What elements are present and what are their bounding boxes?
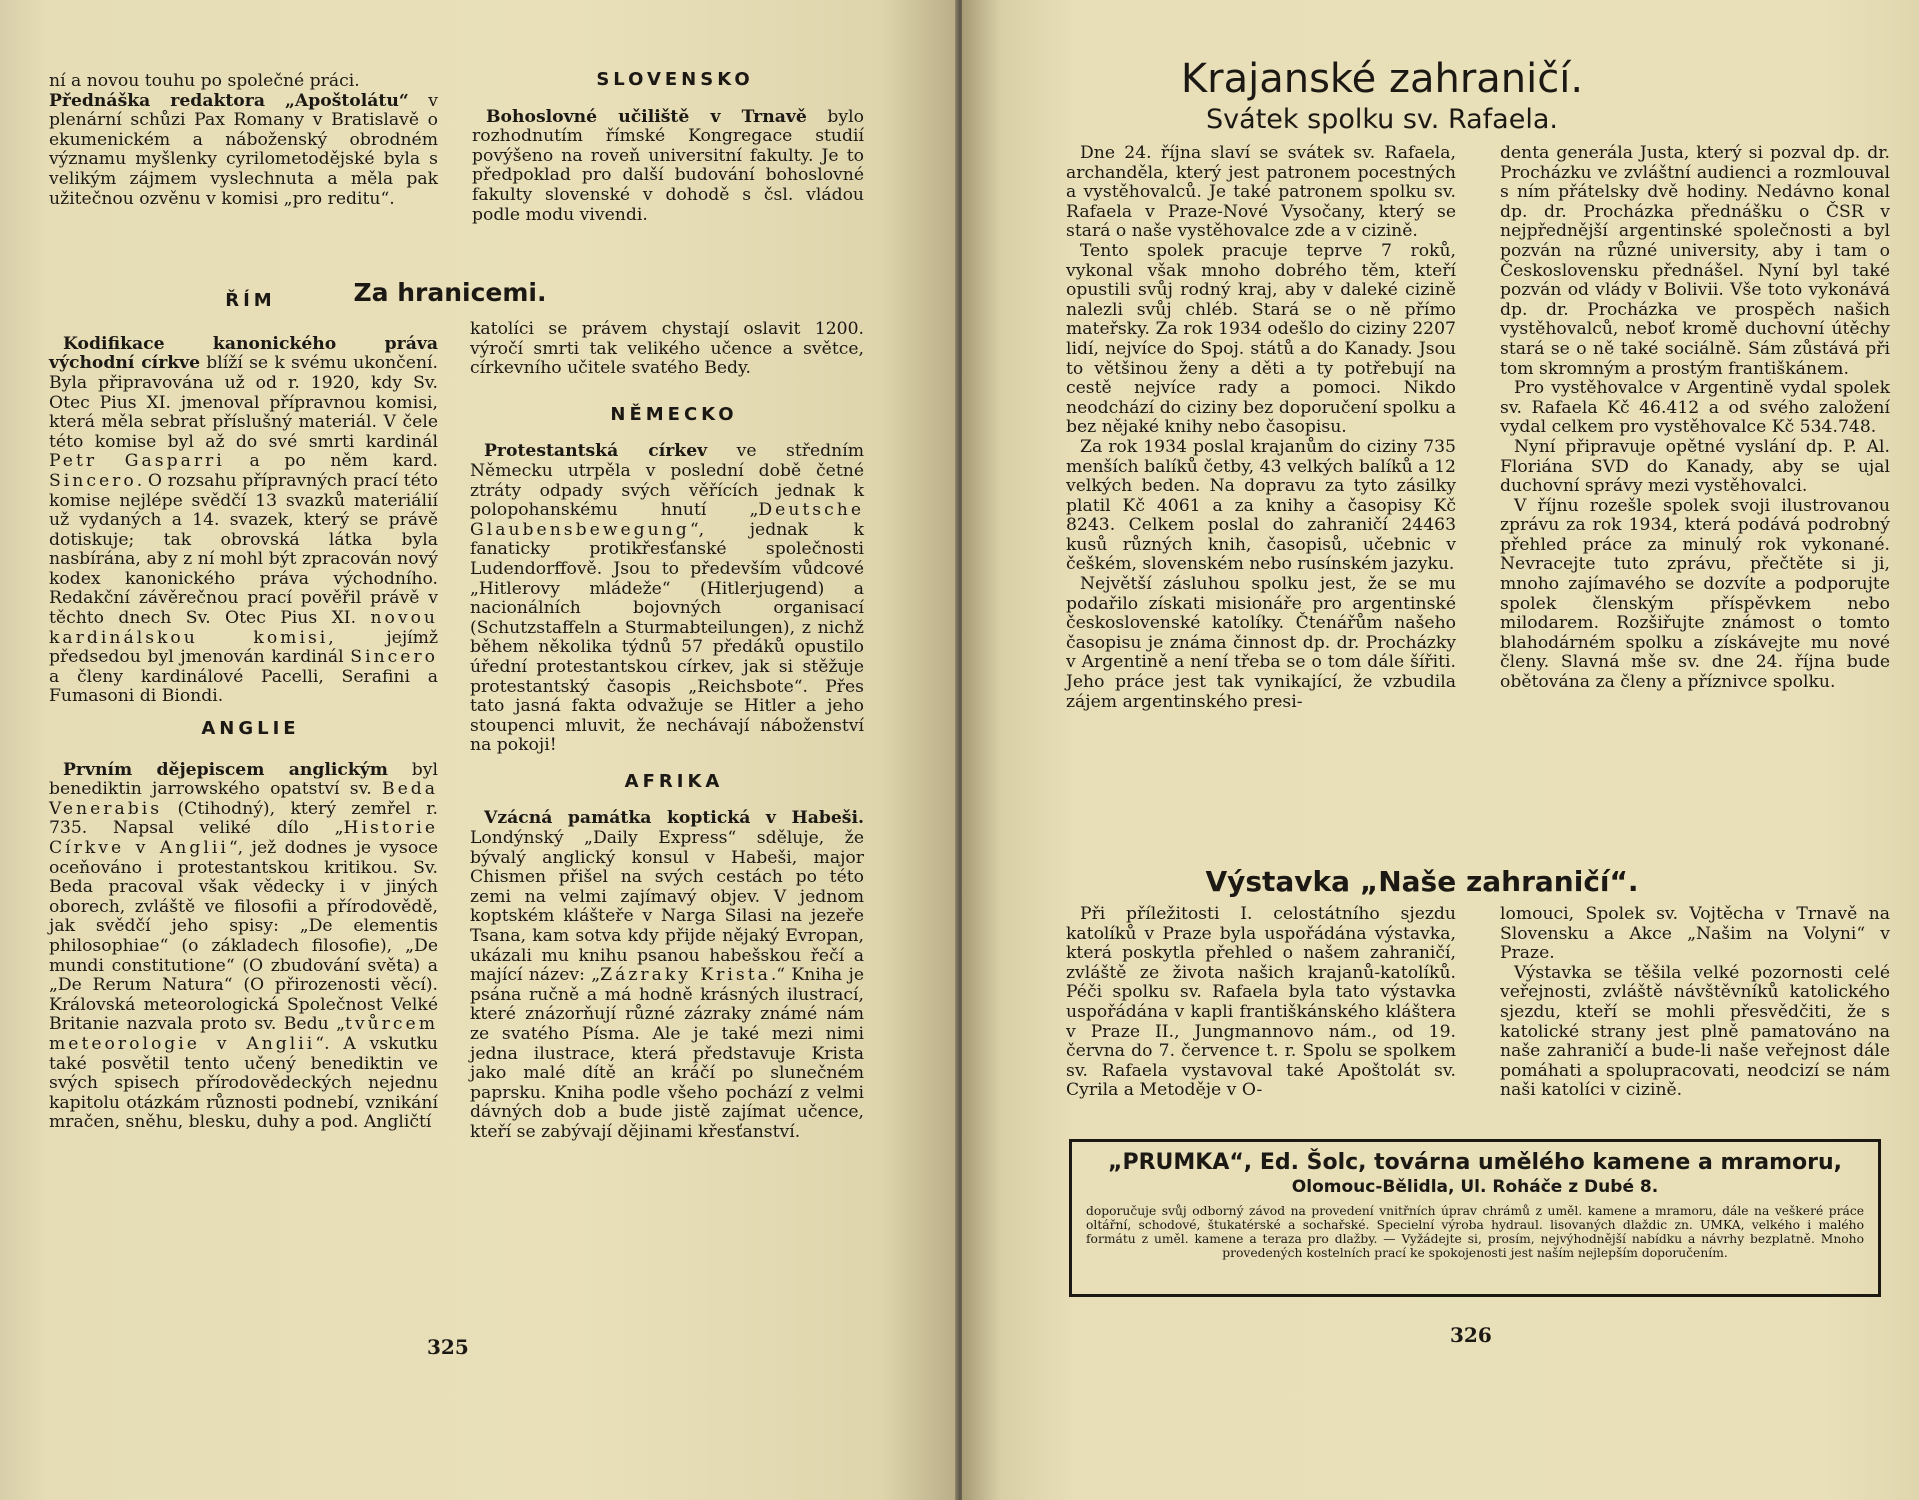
article-title-rafael: Svátek spolku sv. Rafaela. [1206,104,1558,135]
section-heading-nemecko: NĚMECKO [610,403,738,425]
section-heading-afrika: AFRIKA [624,770,724,792]
paragraph-afrika: Vzácná památka koptická v Habeši. Londýnský „Daily Express“ sděluje, že bývalý anglický konsul v Habeši, major Chismen přišel na svých cestách po této zemi na velmi zajímavý objev. V jednom koptském klášteře v Narga Silasi na jezeře Tsana, kam sotva kdy přijde nějaký Evropan, ukázali mu knihu psanou habešskou řečí a mající název: „Zázraky Krista.“ Kniha je psána ručně a má hodně krásných ilustrací, které znázorňují různé zázraky známé nám ze svatého Písma. Ale je také mezi nimi jedna ilustrace, která představuje Krista jako malé dítě an kráčí po slunečném paprsku. Kniha podle všeho pochází z velmi dávných dob a bude jistě zajímat učence, kteří se zabývají dějinami křesťanství. [470,808,865,1142]
paragraph-slovensko: Bohoslovné učiliště v Trnavě bylo rozhodnutím římské Kongregace studií povýšeno na roveň universitní fakulty. Je to předpoklad pro další budování bohoslovné fakulty slovenské v dohodě s čsl. vládou podle modu vivendi. [472,106,864,225]
left-column-2-top [472,70,864,225]
page-number-left: 325 [427,1335,469,1359]
section-heading-rim: ŘÍM [225,290,276,312]
rafael-paragraph-7: Nyní připravuje opětné vyslání dp. P. Al. Floriána SVD do Kanady, aby se ujal duchovní správy mezi vystěhovalci. [1500,436,1890,497]
paragraph-anglie: Prvním dějepiscem anglickým byl benediktin jarrowského opatství sv. Beda Venerabis (Ctihodný), který zemřel r. 735. Napsal veliké dílo „Historie Církve v Anglii“, jež dodnes je vysoce oceňováno i protestantskou kritikou. Sv. Beda pracoval však vědecky i v jiných oborech, zvláště ve filosofii a přírodovědě, jak svědčí jeho spisy: „De elementis philosophiae“ (o základech filosofie), „De mundi constitutione“ (O zbudování světa) a „De Rerum Natura“ (O přirozenosti věcí). Královská meteorologická Společnost Velké Britanie nazvala proto sv. Bedu „tvůrcem meteorologie v Anglii“. A vskutku také posvětil tento učený benediktin ve svých spisech přírodovědeckých nejednu kapitolu otázkám různosti podnebí, vznikání mračen, sněhu, blesku, duhy a pod. Angličtí [49,759,438,1133]
section-heading-slovensko: SLOVENSKO [596,69,754,90]
paragraph-nemecko: Protestantská církev ve středním Německu utrpěla v poslední době četné ztráty odpady svých věřících jednak k polopohanskému hnutí „Deutsche Glaubensbewegung“, jednak k fanaticky protikřesťanské společnosti Ludendorffově. Jsou to především vůdcové „Hitlerovy mládeže“ (Hitlerjugend) a nacionálních bojovných organisací (Schutzstaffeln a Sturmabteilungen), z nichž během několika týdnů 57 předáků opustilo úřední protestantskou církev, jak si stěžuje protestantský časopis „Reichsbote“. Přes tato jasná fakta odvažuje se Hitler a jeho stoupenci mluvit, že nechávají náboženství na pokoji! [470,441,865,756]
rafael-paragraph-1: Dne 24. října slaví se svátek sv. Rafaela, archanděla, který jest patronem pocestných a vystěhovalců. Je také patronem spolku sv. Rafaela v Praze-Nové Vysočany, který se stará o naše vystěhovalce zde a v cizině. [1066,143,1456,242]
rafael-column-2 [1500,144,1890,693]
left-column-1 [49,72,438,1133]
section-title-za-hranicemi: Za hranicemi. [353,278,547,307]
left-column-2 [470,320,864,1143]
rafael-paragraph-5: denta generála Justa, který si pozval dp. dr. Procházku ve zvláštní audienci a rozmlouval s ním přátelsky dvě hodiny. Nedávno konal dp. dr. Procházka přednášku o ČSR v nejpřednější argentinské společnosti a byl pozván na různé university, aby i tam o Československu přednášel. Nyní byl také pozván od vlády v Bolivii. Vše toto vykonává dp. dr. Procházka ve prospěch našich vystěhovalců, neboť kromě duchovní útěchy stará se o ně také sociálně. Sám zůstává při tom skromným a prostým františkánem. [1500,143,1890,379]
left-page [0,0,958,1500]
paragraph-rim: Kodifikace kanonického práva východní církve blíží se k svému ukončení. Byla připravována už od r. 1920, kdy Sv. Otec Pius XI. jmenoval přípravnou komisi, která měla sebrat příslušný materiál. V čele této komise byl až do své smrti kardinál Petr Gasparri a po něm kard. Sincero. O rozsahu přípravných prací této komise nejlépe svědčí 13 svazků materiálií už vydaných a 14. svazek, který se právě dotiskuje; tak obrovská látka byla nasbírána, aby z ní mohl být zpracován nový kodex kanonického práva východního. Redakční závěrečnou prací pověřil právě v těchto dnech Sv. Otec Pius XI. novou kardinálskou komisi, jejímž předsedou byl jmenován kardinál Sincero a členy kardinálové Pacelli, Serafini a Fumasoni di Biondi. [49,333,439,707]
paragraph-continuation: katolíci se právem chystají oslavit 1200. výročí smrti tak velikého učence a světce, církevního učitele svatého Bedy. [470,319,864,379]
article-title-vystavka: Výstavka „Naše zahraničí“. [1205,865,1639,898]
paragraph-intro: ní a novou touhu po společné práci. Přednáška redaktora „Apoštolátu“ v plenární schůzi Pax Romany v Bratislavě o ekumenickém a náboženský obrodném významu myšlenky cyrilometodějské byla s velikým zájmem vyslechnuta a měla pak užitečnou ozvěnu v komisi „pro reditu“. [49,71,438,209]
vystavka-paragraph-2: lomouci, Spolek sv. Vojtěcha v Trnavě na Slovensku a Akce „Našim na Volyni“ v Praze. [1500,904,1890,964]
vystavka-column-1 [1066,905,1456,1101]
ad-headline: „PRUMKA“, Ed. Šolc, továrna umělého kamene a mramoru, [1107,1150,1842,1175]
rafael-paragraph-4: Největší zásluhou spolku jest, že se mu podařilo získati misionáře pro argentinské československé katolíky. Čtenářům našeho časopisu je známa činnost dp. dr. Procházky v Argentině a není třeba se o tom dále šířiti. Jeho práce jest tak vynikající, že vzbudila zájem argentinského presi- [1066,574,1456,712]
vystavka-column-2 [1500,905,1890,1101]
page-title: Krajanské zahraničí. [1180,56,1584,102]
ad-address: Olomouc-Bělidla, Ul. Roháče z Dubé 8. [1291,1177,1659,1197]
advertisement-box [1069,1139,1881,1297]
rafael-column-1 [1066,144,1456,712]
rafael-paragraph-8: V říjnu rozešle spolek svoji ilustrovanou zprávu za rok 1934, která podává podrobný přehled práce za minulý rok vykonané. Nevracejte tuto zprávu, přečtěte si ji, mnoho zajímavého se dozvíte a podporujte spolek členským příspěvkem nebo milodarem. Rozšiřujte známost o tomto blahodárném spolku a získávejte mu nové členy. Slavná mše sv. dne 24. října bude obětována za členy a příznivce spolku. [1500,495,1890,693]
section-heading-anglie: ANGLIE [201,718,300,740]
ad-body: doporučuje svůj odborný závod na provedení vnitřních úprav chrámů z uměl. kamene a mramoru, dále na veškeré práce oltářní, schodové, štukatérské a sochařské. Specielní výroba hydraul. lisovaných dlaždic zn. UMKA, velkého i malého formátu z uměl. kamene a teraza pro dlažby. — Vyžádejte si, prosím, nejvýhodnější nabídku a návrhy bezplatně. Mnoho provedených kostelních prací ke spokojenosti jest naším nejlepším doporučením. [1086,1204,1864,1260]
vystavka-paragraph-3: Výstavka se těšila velké pozornosti celé veřejnosti, zvláště návštěvníků katolického sjezdu, kteří se mohli přesvědčiti, že s katolické strany jest plně pamatováno na naše zahraničí a bude-li naše veřejnost dále pomáhati a spolupracovati, neodcizí se nám naši katolíci v cizině. [1500,962,1890,1101]
rafael-paragraph-2: Tento spolek pracuje teprve 7 roků, vykonal však mnoho dobrého těm, kteří opustili svůj rodný kraj, aby v daleké cizině nalezli svůj chléb. Stará se o ně přímo mateřsky. Za rok 1934 odešlo do ciziny 2207 lidí, nejvíce do Spoj. států a do Kanady. Jsou to většinou ženy a děti a ty potřebují na cestě nejvíce rady a pomoci. Nikdo neodchází do ciziny bez doporučení spolku a bez nějaké knihy nebo časopisu. [1066,240,1456,438]
vystavka-paragraph-1: Při příležitosti I. celostátního sjezdu katolíků v Praze byla uspořádána výstavka, která poskytla přehled o našem zahraničí, zvláště ze života našich krajanů-katolíků. Péči spolku sv. Rafaela byla tato výstavka uspořádána v kapli františkánského kláštera v Praze II., Jungmannovo nám., od 19. června do 7. července t. r. Spolu se spolkem sv. Rafaela vystavoval také Apoštolát sv. Cyrila a Metoděje v O- [1066,904,1456,1101]
rafael-paragraph-3: Za rok 1934 poslal krajanům do ciziny 735 menších balíků četby, 43 velkých balíků a 12 velkých beden. Na dopravu za tyto zásilky platil Kč 4061 a za knihy a časopisy Kč 8243. Celkem poslal do zahraničí 24463 kusů různých knih, časopisů, učebnic v češkém, slovenském nebo rusínském jazyku. [1066,436,1456,575]
page-number-right: 326 [1450,1323,1492,1347]
rafael-paragraph-6: Pro vystěhovalce v Argentině vydal spolek sv. Rafaela Kč 46.412 a od svého založení vydal celkem pro vystěhovalce Kč 534.748. [1500,378,1890,438]
